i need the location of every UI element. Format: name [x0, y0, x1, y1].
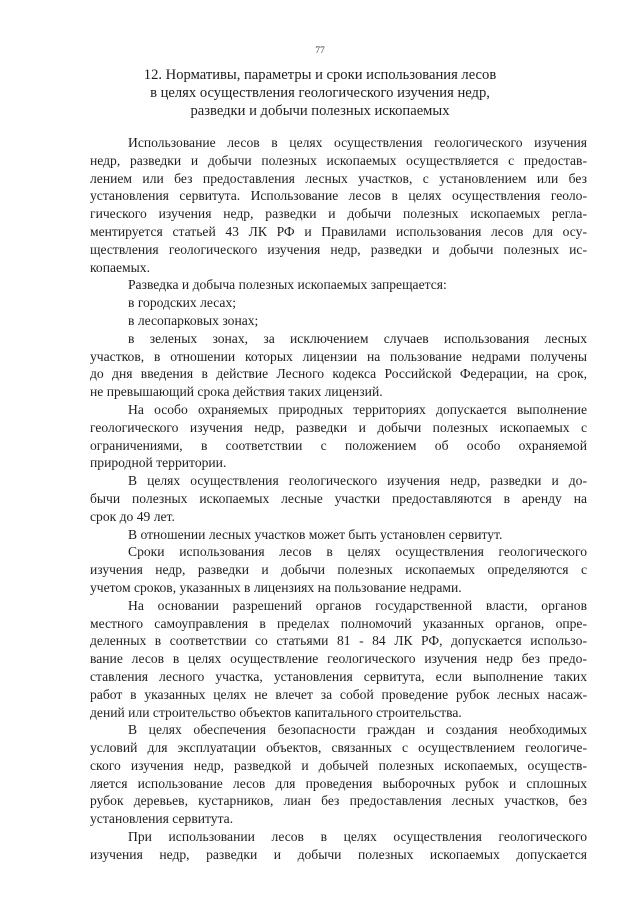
body-text: [90, 134, 587, 864]
text-line: геологического изучения недр, разведки и добычи полезных ископаемых с: [90, 419, 587, 435]
text-line: до дня введения в действие Лесного кодекса Российской Федерации, на срок,: [90, 366, 587, 382]
text-line: В отношении лесных участков может быть установлен сервитут.: [128, 526, 503, 542]
text-line: дений или строительство объектов капитального строительства.: [90, 704, 462, 720]
text-line: участков, в отношении которых лицензии на пользование недрами получены: [90, 348, 587, 364]
text-line: установления сервитута. Использование лесов в целях осуществления геоло-: [90, 188, 587, 204]
heading-line: в целях осуществления геологического изучения недр,: [150, 85, 490, 101]
page-number: 77: [315, 46, 325, 56]
text-line: Использование лесов в целях осуществления геологического изучения: [128, 135, 587, 150]
section-heading: [80, 66, 560, 120]
text-line: деленных в соответствии со статьями 81 - 84 ЛК РФ, допускается использо-: [90, 633, 587, 649]
text-line: срок до 49 лет.: [90, 508, 175, 524]
text-line: При использовании лесов в целях осуществления геологического: [128, 829, 587, 845]
text-line: лением или без предоставления лесных участков, с установлением или без: [90, 170, 587, 186]
text-line: В целях обеспечения безопасности граждан и создания необходимых: [128, 722, 587, 738]
text-line: не превышающий срока действия таких лицензий.: [90, 384, 383, 400]
text-line: в зеленых зонах, за исключением случаев использования лесных: [128, 330, 587, 346]
text-line: рубок деревьев, кустарников, лиан без предоставления лесных участков, без: [90, 793, 587, 809]
text-line: природной территории.: [90, 455, 227, 471]
text-line: недр, разведки и добычи полезных ископаемых осуществляется с предостав-: [90, 152, 587, 168]
text-line: ществления геологического изучения недр, разведки и добычи полезных ис-: [90, 241, 587, 257]
text-line: учетом сроков, указанных в лицензиях на пользование недрами.: [90, 579, 462, 595]
text-line: В целях осуществления геологического изучения недр, разведки и до-: [128, 473, 587, 489]
text-line: ограничениями, в соответствии с положением об особо охраняемой: [90, 437, 587, 453]
text-line: Сроки использования лесов в целях осуществления геологического: [128, 544, 587, 560]
text-line: работ в указанных целях не влечет за собой проведение рубок лесных насаж-: [90, 686, 587, 702]
text-line: гического изучения недр, разведки и добычи полезных ископаемых регла-: [90, 206, 587, 222]
heading-line: 12. Нормативы, параметры и сроки использования лесов: [143, 67, 497, 83]
text-line: ставления лесного участка, установления сервитута, если выполнение таких: [90, 668, 587, 684]
text-line: ментируется статьей 43 ЛК РФ и Правилами использования лесов для осу-: [90, 223, 587, 239]
text-line: изучения недр, разведки и добычи полезных ископаемых определяются с: [90, 562, 587, 578]
text-line: условий для эксплуатации объектов, связанных с осуществлением геологиче-: [90, 740, 587, 756]
text-line: На особо охраняемых природных территориях допускается выполнение: [128, 401, 587, 417]
text-line: ского изучения недр, разведкой и добычей полезных ископаемых, осуществ-: [90, 757, 587, 773]
heading-line: разведки и добычи полезных ископаемых: [190, 103, 450, 119]
text-line: изучения недр, разведки и добычи полезных ископаемых допускается: [90, 846, 587, 862]
text-line: вание лесов в целях осуществление геологического изучения недр без предо-: [90, 651, 587, 667]
text-line: Разведка и добыча полезных ископаемых запрещается:: [128, 277, 447, 293]
text-line: местного самоуправления в пределах полномочий указанных органов, опре-: [90, 615, 587, 631]
text-line: в лесопарковых зонах;: [128, 312, 259, 328]
text-line: копаемых.: [90, 259, 150, 275]
text-line: ляется использование лесов для проведения выборочных рубок и сплошных: [90, 775, 587, 791]
text-line: установления сервитута.: [90, 811, 234, 827]
text-line: На основании разрешений органов государственной власти, органов: [128, 597, 587, 613]
text-line: в городских лесах;: [128, 295, 237, 311]
text-line: бычи полезных ископаемых лесные участки предоставляются в аренду на: [90, 490, 587, 506]
